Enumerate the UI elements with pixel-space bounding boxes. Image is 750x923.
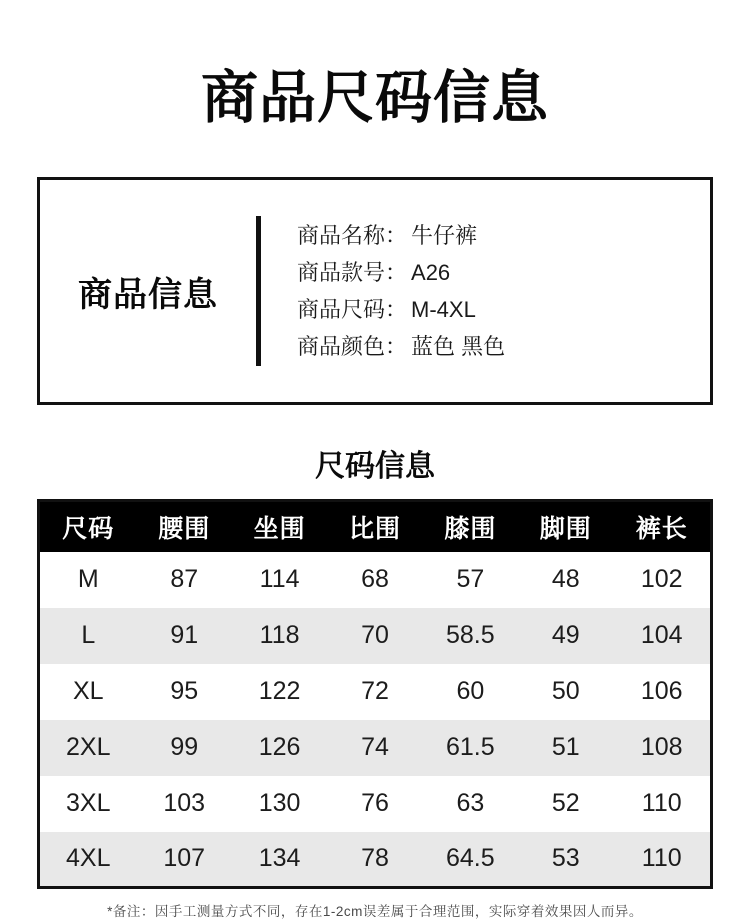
measurement-cell: 63 xyxy=(456,789,485,817)
field-label: 商品名称： xyxy=(297,223,408,248)
product-info-fields xyxy=(297,217,505,365)
measurement-footnote: *备注：因手工测量方式不同，存在1-2cm误差属于合理范围，实际穿着效果因人而异。 xyxy=(107,904,643,919)
size-cell: 3XL xyxy=(66,789,111,817)
measurement-cell: 53 xyxy=(551,844,580,873)
size-table-header-row xyxy=(39,501,712,552)
measurement-cell: 61.5 xyxy=(446,733,495,761)
measurement-cell: 48 xyxy=(551,565,580,593)
column-header: 脚围 xyxy=(518,501,613,552)
size-table-head xyxy=(39,501,712,552)
measurement-cell: 49 xyxy=(551,621,580,649)
field-label: 商品款号： xyxy=(297,260,408,285)
measurement-cell: 74 xyxy=(361,733,389,761)
size-cell: M xyxy=(77,565,99,593)
measurement-cell: 126 xyxy=(258,733,301,761)
size-cell: 2XL xyxy=(66,733,111,761)
measurement-cell: 134 xyxy=(258,844,301,873)
table-row xyxy=(39,608,712,664)
measurement-cell: 87 xyxy=(170,565,199,593)
field-value: 蓝色 黑色 xyxy=(411,334,506,359)
measurement-cell: 50 xyxy=(551,677,580,705)
measurement-cell: 78 xyxy=(361,844,389,873)
field-value: M-4XL xyxy=(411,297,476,322)
measurement-cell: 118 xyxy=(259,621,300,649)
measurement-cell: 114 xyxy=(259,565,300,593)
measurement-cell: 95 xyxy=(170,677,199,705)
product-info-field xyxy=(297,217,505,254)
vertical-divider xyxy=(256,216,261,366)
product-info-field xyxy=(297,291,505,328)
measurement-cell: 64.5 xyxy=(446,844,495,873)
measurement-cell: 58.5 xyxy=(446,621,495,649)
column-header: 尺码 xyxy=(39,501,137,552)
field-label: 商品颜色： xyxy=(297,334,408,359)
measurement-cell: 107 xyxy=(163,844,206,873)
measurement-cell: 103 xyxy=(163,789,206,817)
size-cell: L xyxy=(81,621,96,649)
column-header: 比围 xyxy=(327,501,422,552)
measurement-cell: 76 xyxy=(361,789,389,817)
size-table-body xyxy=(39,552,712,888)
table-row xyxy=(39,720,712,776)
measurement-cell: 91 xyxy=(170,621,199,649)
measurement-cell: 110 xyxy=(641,789,682,817)
product-info-field xyxy=(297,254,505,291)
measurement-cell: 99 xyxy=(170,733,199,761)
table-row xyxy=(39,832,712,888)
table-row xyxy=(39,664,712,720)
measurement-cell: 72 xyxy=(361,677,389,705)
column-header: 裤长 xyxy=(613,501,711,552)
measurement-cell: 102 xyxy=(640,565,683,593)
measurement-cell: 60 xyxy=(456,677,485,705)
size-section-title: 尺码信息 xyxy=(315,450,435,483)
measurement-cell: 52 xyxy=(551,789,580,817)
measurement-cell: 70 xyxy=(361,621,389,649)
page-title: 商品尺码信息 xyxy=(201,66,549,130)
column-header: 膝围 xyxy=(423,501,518,552)
size-table xyxy=(37,499,713,889)
measurement-cell: 104 xyxy=(640,621,683,649)
table-row xyxy=(39,552,712,608)
column-header: 坐围 xyxy=(232,501,327,552)
measurement-cell: 57 xyxy=(456,565,485,593)
size-cell: XL xyxy=(72,677,104,705)
product-info-box xyxy=(37,177,713,405)
measurement-cell: 108 xyxy=(640,733,683,761)
product-info-field xyxy=(297,328,505,365)
measurement-cell: 130 xyxy=(258,789,301,817)
field-value: 牛仔裤 xyxy=(411,223,478,248)
measurement-cell: 106 xyxy=(640,677,683,705)
column-header: 腰围 xyxy=(137,501,232,552)
measurement-cell: 68 xyxy=(361,565,389,593)
size-cell: 4XL xyxy=(66,844,111,873)
field-value: A26 xyxy=(411,260,451,285)
measurement-cell: 51 xyxy=(551,733,580,761)
field-label: 商品尺码： xyxy=(297,297,408,322)
measurement-cell: 110 xyxy=(641,844,682,873)
table-row xyxy=(39,776,712,832)
measurement-cell: 122 xyxy=(258,677,301,705)
product-info-section-label: 商品信息 xyxy=(78,275,218,314)
